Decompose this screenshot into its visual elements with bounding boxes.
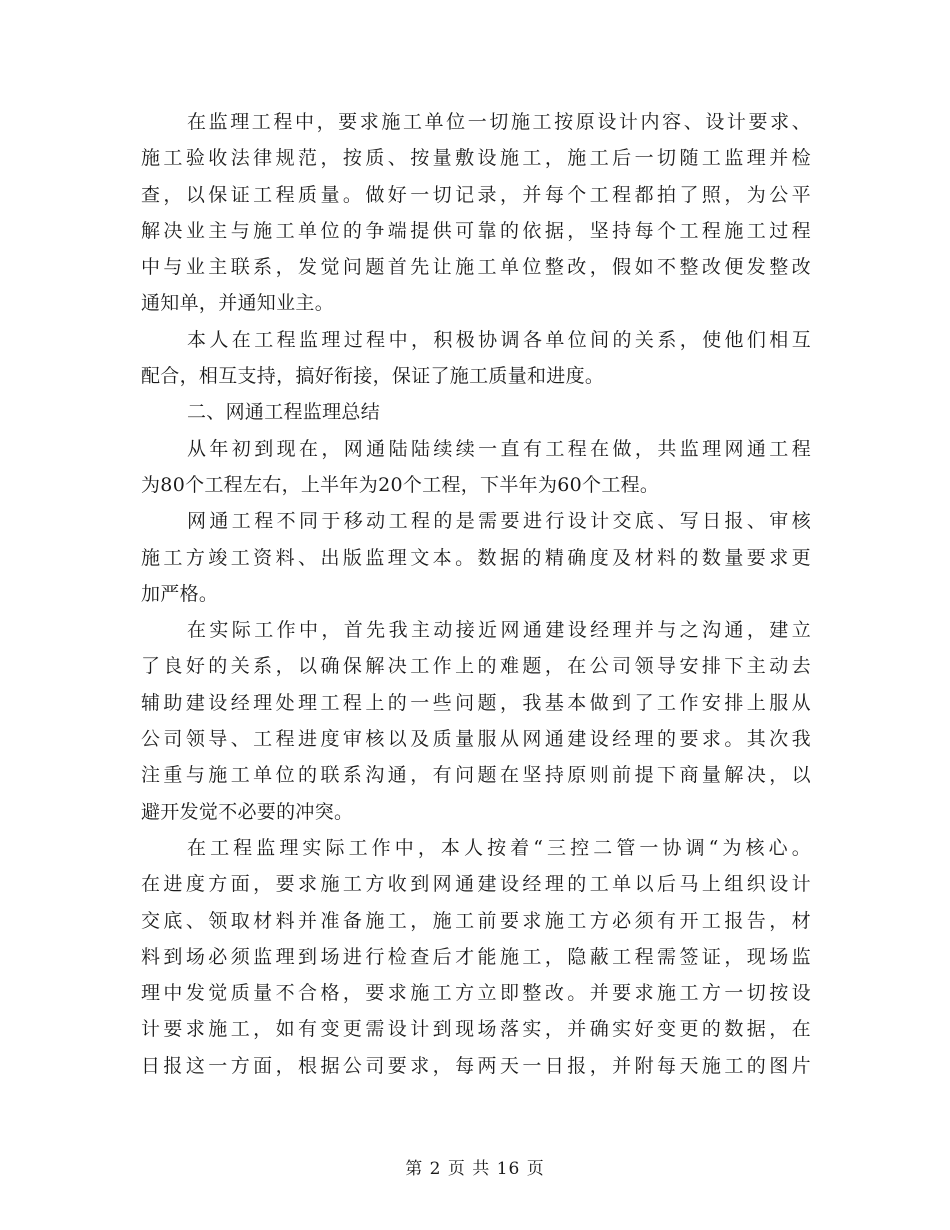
paragraph xyxy=(141,104,811,322)
text-line: 解决业主与施工单位的争端提供可靠的依据，坚持每个工程施工过程 xyxy=(141,219,811,242)
paragraph xyxy=(141,503,811,612)
text-line: 中与业主联系，发觉问题首先让施工单位整改，假如不整改便发整改 xyxy=(141,256,811,279)
text-line: 计要求施工，如有变更需设计到现场落实，并确实好变更的数据，在 xyxy=(141,1018,811,1041)
text-line: 网通工程不同于移动工程的是需要进行设计交底、写日报、审核 xyxy=(187,510,811,533)
text-line: 在监理工程中，要求施工单位一切施工按原设计内容、设计要求、 xyxy=(187,111,811,133)
page-label-mid: 页 共 xyxy=(447,1159,491,1179)
text-line: 施工验收法律规范，按质、按量敷设施工，施工后一切随工监理并检 xyxy=(141,147,811,170)
text-line: 施工方竣工资料、出版监理文本。数据的精确度及材料的数量要求更 xyxy=(141,546,811,569)
text-line: 料到场必须监理到场进行检查后才能施工，隐蔽工程需签证，现场监 xyxy=(141,945,811,968)
current-page-number: 2 xyxy=(429,1159,442,1179)
text-line: 日报这一方面，根据公司要求，每两天一日报，并附每天施工的图片 xyxy=(141,1054,811,1077)
text-line: 公司领导、工程进度审核以及质量服从网通建设经理的要求。其次我 xyxy=(141,728,811,751)
total-pages-number: 16 xyxy=(496,1159,521,1179)
text-line: 在实际工作中，首先我主动接近网通建设经理并与之沟通，建立 xyxy=(187,619,811,642)
text-line: 在工程监理实际工作中，本人按着“三控二管一协调“为核心。 xyxy=(187,836,811,859)
paragraph xyxy=(141,322,811,395)
text-line: 加严格。 xyxy=(141,582,219,605)
text-line: 理中发觉质量不合格，要求施工方立即整改。并要求施工方一切按设 xyxy=(141,982,811,1005)
text-line: 了良好的关系，以确保解决工作上的难题，在公司领导安排下主动去 xyxy=(141,655,811,678)
text-line: 从年初到现在，网通陆陆续续一直有工程在做，共监理网通工程 xyxy=(187,437,811,460)
text-line: 配合，相互支持，搞好衔接，保证了施工质量和进度。 xyxy=(141,365,605,388)
text-line: 查，以保证工程质量。做好一切记录，并每个工程都拍了照，为公平 xyxy=(141,183,811,206)
text-line: 交底、领取材料并准备施工，施工前要求施工方必须有开工报告，材 xyxy=(141,909,811,932)
text-line: 避开发觉不必要的冲突。 xyxy=(141,800,354,823)
page-label-suffix: 页 xyxy=(526,1159,545,1179)
page-label-prefix: 第 xyxy=(405,1159,424,1179)
text-line: 注重与施工单位的联系沟通，有问题在坚持原则前提下商量解决，以 xyxy=(141,764,811,787)
text-line: 通知单，并通知业主。 xyxy=(141,292,335,315)
paragraph xyxy=(141,431,811,504)
section-heading xyxy=(141,394,811,430)
text-line: 在进度方面，要求施工方收到网通建设经理的工单以后马上组织设计 xyxy=(141,873,811,896)
document-body xyxy=(141,104,811,1084)
page-footer xyxy=(0,1154,950,1179)
paragraph xyxy=(141,830,811,1084)
heading-text: 二、网通工程监理总结 xyxy=(187,401,381,424)
text-line: 本人在工程监理过程中，积极协调各单位间的关系，使他们相互 xyxy=(187,328,811,351)
text-line: 为80个工程左右，上半年为20个工程，下半年为60个工程。 xyxy=(141,473,660,496)
paragraph xyxy=(141,612,811,830)
text-line: 辅助建设经理处理工程上的一些问题，我基本做到了工作安排上服从 xyxy=(141,691,811,714)
